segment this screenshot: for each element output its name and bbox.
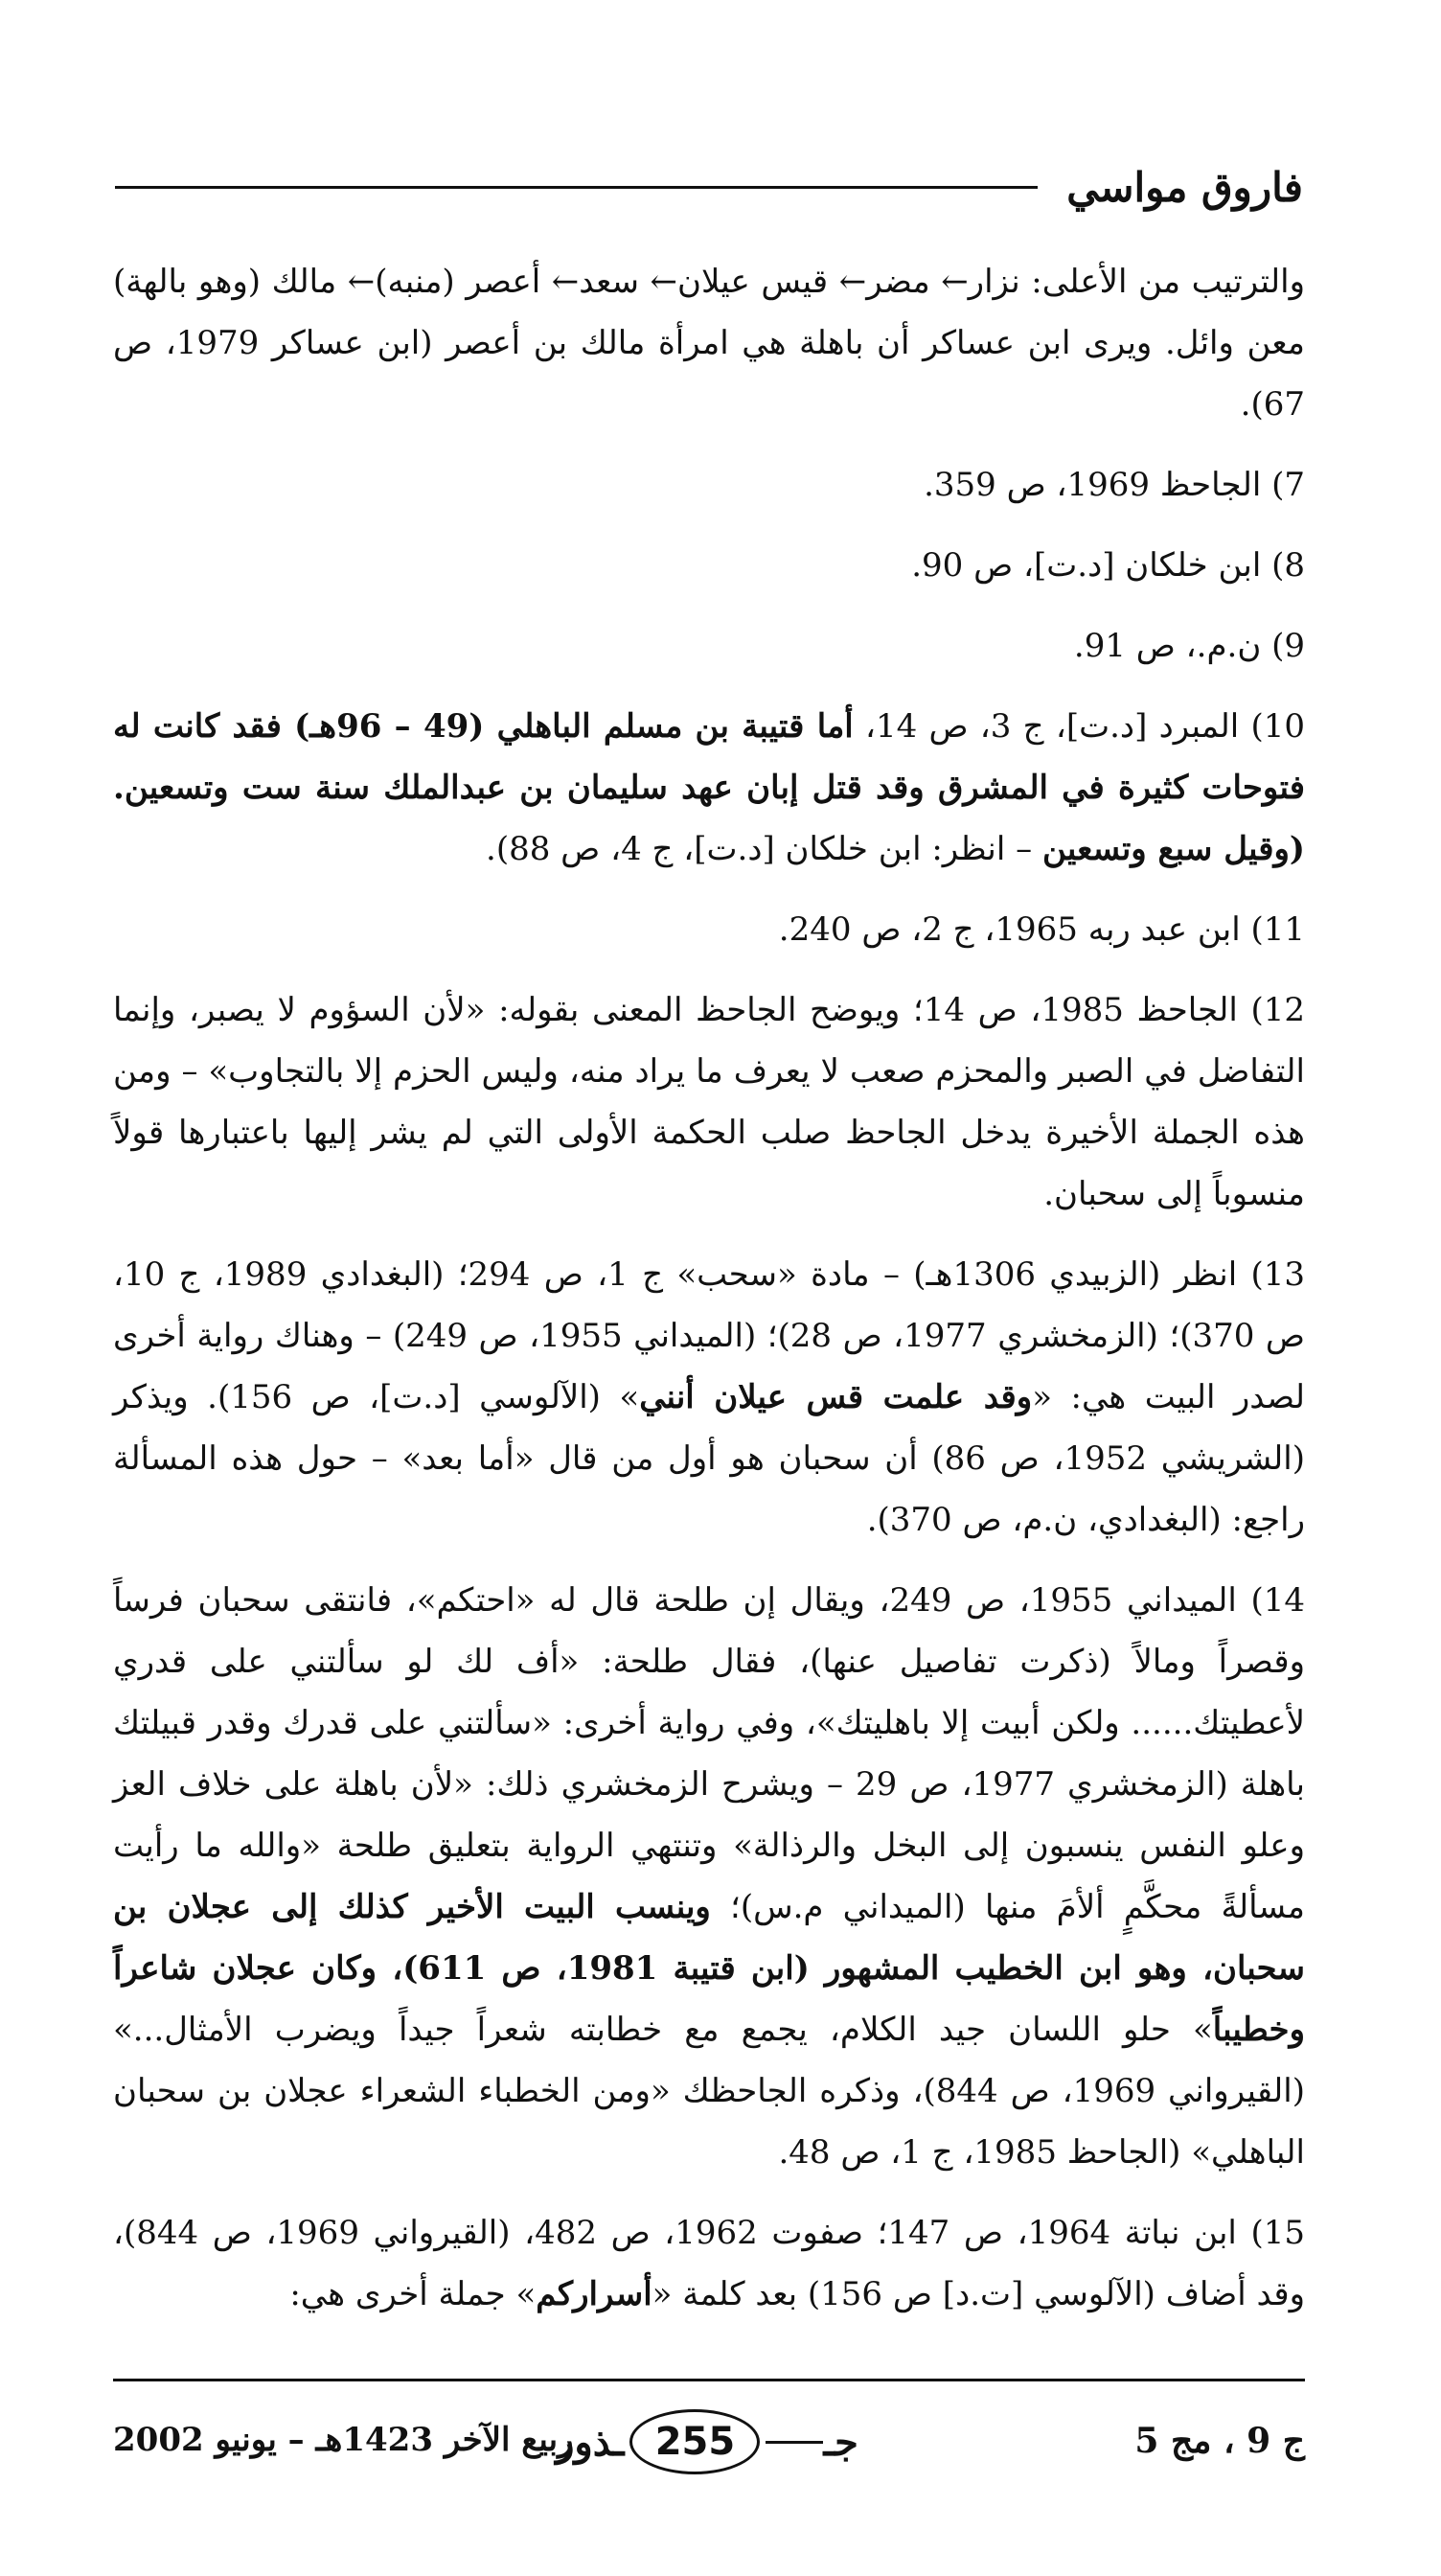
footer-rule (113, 2379, 1305, 2381)
footnote: 8) ابن خلكان [د.ت]، ص 90. (911, 546, 1305, 585)
footnote: 10) المبرد [د.ت]، ج 3، ص 14، أما قتيبة بن مسلم الباهلي (49 – 96هـ) فقد كانت له فتوحات كثيرة في المشرق وقد قتل إبان عهد سليمان بن عبدالملك سنة ست وتسعين. (وقيل سبع وتسعين – انظر: ابن خلكان [د.ت]، ج 4، ص 88). (113, 707, 1305, 868)
journal-line-left (766, 2441, 823, 2444)
page-header (115, 153, 1303, 220)
footnote: 9) ن.م.، ص 91. (1073, 627, 1305, 665)
footnote: 15) ابن نباتة 1964، ص 147؛ صفوت 1962، ص 482، (القيرواني 1969، ص 844)، وقد أضاف (الآلوسي [ت.د] ص 156) بعد كلمة «أسراركم» جملة أخرى هي: (113, 2214, 1305, 2313)
footnotes-body (113, 251, 1305, 2344)
footnote: والترتيب من الأعلى: نزار← مضر← قيس عيلان← سعد← أعصر (منبه)← مالك (وهو بالهة) معن وائل. ويرى ابن عساكر أن باهلة هي امرأة مالك بن أعصر (ابن عساكر 1979، ص 67). (113, 263, 1305, 424)
journal-suffix: ـذور (556, 2419, 625, 2465)
footnote: 13) انظر (الزبيدي 1306هـ) – مادة «سحب» ج 1، ص 294؛ (البغدادي 1989، ج 10، ص 370)؛ (الزمخشري 1977، ص 28)؛ (الميداني 1955، ص 249) – وهناك رواية أخرى لصدر البيت هي: «وقد علمت قس عيلان أنني» (الآلوسي [د.ت]، ص 156). ويذكر (الشريشي 1952، ص 86) أن سحبان هو أول من قال «أما بعد» – حول هذه المسألة راجع: (البغدادي، ن.م، ص 370). (113, 1255, 1306, 1539)
journal-prefix: جـ (823, 2419, 858, 2465)
header-rule (115, 186, 1038, 189)
issue-volume: ج 9 ، مج 5 (1134, 2421, 1305, 2461)
footnote: 11) ابن عبد ربه 1965، ج 2، ص 240. (778, 910, 1305, 949)
footnote: 12) الجاحظ 1985، ص 14؛ ويوضح الجاحظ المعنى بقوله: «لأن السؤوم لا يصبر، وإنما التفاضل في الصبر والمحزم صعب لا يعرف ما يراد منه، وليس الحزم إلا بالتجاوب» – ومن هذه الجملة الأخيرة يدخل الجاحظ صلب الحكمة الأولى التي لم يشر إليها باعتبارها قولاً منسوباً إلى سحبان. (113, 991, 1306, 1213)
footnote: 7) الجاحظ 1969، ص 359. (924, 466, 1305, 504)
author-name: فاروق مواسي (1066, 163, 1303, 211)
page-footer (113, 2404, 1305, 2490)
page-number: 255 (629, 2409, 760, 2474)
footnote: 14) الميداني 1955، ص 249، ويقال إن طلحة قال له «احتكم»، فانتقى سحبان فرساً وقصراً ومالاً (ذكرت تفاصيل عنها)، فقال طلحة: «أف لك لو سألتني على قدري لأعطيتك...... ولكن أبيت إلا باهليتك»، وفي رواية أخرى: «سألتني على قدرك وقدر قبيلتك باهلة (الزمخشري 1977، ص 29 – ويشرح الزمخشري ذلك: «لأن باهلة على خلاف العز وعلو النفس ينسبون إلى البخل والرذالة» وتنتهي الرواية بتعليق طلحة «والله ما رأيت مسألةً محكَّمٍ ألأمَ منها (الميداني م.س)؛ وينسب البيت الأخير كذلك إلى عجلان بن سحبان، وهو ابن الخطيب المشهور (ابن قتيبة 1981، ص 611)، وكان عجلان شاعراً وخطيباً» حلو اللسان جيد الكلام، يجمع مع خطابته شعراً جيداً ويضرب الأمثال...» (القيرواني 1969، ص 844)، وذكره الجاحظك «ومن الخطباء الشعراء عجلان بن سحبان الباهلي» (الجاحظ 1985، ج 1، ص 48. (113, 1581, 1305, 2172)
issue-date: ربيع الآخر 1423هـ – يونيو 2002 (113, 2421, 574, 2459)
